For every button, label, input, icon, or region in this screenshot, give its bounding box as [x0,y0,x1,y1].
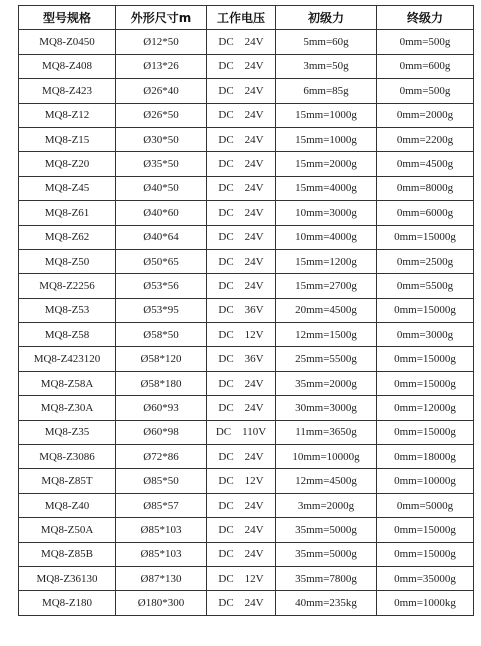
spec-table [18,5,474,616]
header-final-force: 终级力 [377,6,474,30]
table-row [19,591,474,615]
cell-initial-force: 10mm=10000g [276,445,377,469]
cell-initial-force: 3mm=2000g [276,493,377,517]
cell-dimensions: Ø53*56 [116,274,207,298]
table-row [19,518,474,542]
cell-model: MQ8-Z62 [19,225,116,249]
table-row [19,493,474,517]
cell-dimensions: Ø35*50 [116,152,207,176]
cell-initial-force: 11mm=3650g [276,420,377,444]
header-model: 型号规格 [19,6,116,30]
table-row [19,445,474,469]
header-dimensions: 外形尺寸m [116,6,207,30]
cell-model: MQ8-Z40 [19,493,116,517]
cell-final-force: 0mm=500g [377,79,474,103]
table-row [19,103,474,127]
table-row [19,323,474,347]
cell-model: MQ8-Z180 [19,591,116,615]
cell-model: MQ8-Z408 [19,54,116,78]
cell-final-force: 0mm=5500g [377,274,474,298]
cell-voltage: DC 12V [207,469,276,493]
cell-initial-force: 15mm=4000g [276,176,377,200]
cell-dimensions: Ø85*103 [116,542,207,566]
cell-voltage: DC 24V [207,79,276,103]
spec-table-container [18,5,474,616]
cell-voltage: DC 24V [207,542,276,566]
cell-voltage: DC 24V [207,127,276,151]
cell-final-force: 0mm=6000g [377,201,474,225]
cell-voltage: DC 24V [207,591,276,615]
cell-final-force: 0mm=2200g [377,127,474,151]
cell-dimensions: Ø180*300 [116,591,207,615]
cell-final-force: 0mm=2500g [377,249,474,273]
cell-initial-force: 15mm=1000g [276,103,377,127]
cell-model: MQ8-Z423120 [19,347,116,371]
table-row [19,201,474,225]
cell-final-force: 0mm=15000g [377,518,474,542]
cell-initial-force: 15mm=1000g [276,127,377,151]
cell-final-force: 0mm=10000g [377,469,474,493]
header-voltage: 工作电压 [207,6,276,30]
cell-final-force: 0mm=15000g [377,371,474,395]
cell-voltage: DC 110V [207,420,276,444]
cell-model: MQ8-Z85B [19,542,116,566]
cell-final-force: 0mm=15000g [377,542,474,566]
cell-model: MQ8-Z45 [19,176,116,200]
cell-model: MQ8-Z12 [19,103,116,127]
cell-dimensions: Ø58*180 [116,371,207,395]
cell-model: MQ8-Z50A [19,518,116,542]
cell-dimensions: Ø85*103 [116,518,207,542]
cell-initial-force: 15mm=1200g [276,249,377,273]
cell-voltage: DC 24V [207,518,276,542]
cell-initial-force: 15mm=2000g [276,152,377,176]
table-row [19,566,474,590]
cell-dimensions: Ø60*93 [116,396,207,420]
cell-model: MQ8-Z85T [19,469,116,493]
cell-final-force: 0mm=15000g [377,420,474,444]
cell-model: MQ8-Z53 [19,298,116,322]
cell-voltage: DC 12V [207,323,276,347]
cell-dimensions: Ø40*64 [116,225,207,249]
cell-voltage: DC 24V [207,54,276,78]
cell-model: MQ8-Z30A [19,396,116,420]
cell-final-force: 0mm=4500g [377,152,474,176]
cell-initial-force: 35mm=2000g [276,371,377,395]
cell-final-force: 0mm=12000g [377,396,474,420]
cell-final-force: 0mm=8000g [377,176,474,200]
cell-voltage: DC 24V [207,249,276,273]
table-row [19,127,474,151]
cell-initial-force: 6mm=85g [276,79,377,103]
cell-initial-force: 30mm=3000g [276,396,377,420]
cell-final-force: 0mm=2000g [377,103,474,127]
cell-initial-force: 35mm=5000g [276,542,377,566]
cell-voltage: DC 24V [207,274,276,298]
cell-dimensions: Ø13*26 [116,54,207,78]
table-row [19,298,474,322]
header-row [19,6,474,30]
table-row [19,396,474,420]
cell-final-force: 0mm=600g [377,54,474,78]
cell-initial-force: 15mm=2700g [276,274,377,298]
cell-model: MQ8-Z50 [19,249,116,273]
table-row [19,54,474,78]
cell-dimensions: Ø40*60 [116,201,207,225]
cell-voltage: DC 36V [207,347,276,371]
table-row [19,420,474,444]
cell-dimensions: Ø58*50 [116,323,207,347]
cell-initial-force: 5mm=60g [276,30,377,54]
cell-model: MQ8-Z35 [19,420,116,444]
table-row [19,225,474,249]
cell-initial-force: 3mm=50g [276,54,377,78]
table-row [19,371,474,395]
cell-model: MQ8-Z2256 [19,274,116,298]
cell-initial-force: 35mm=5000g [276,518,377,542]
table-row [19,469,474,493]
cell-dimensions: Ø85*50 [116,469,207,493]
cell-dimensions: Ø58*120 [116,347,207,371]
cell-final-force: 0mm=18000g [377,445,474,469]
cell-initial-force: 12mm=1500g [276,323,377,347]
cell-voltage: DC 24V [207,445,276,469]
cell-dimensions: Ø26*50 [116,103,207,127]
cell-voltage: DC 24V [207,176,276,200]
cell-voltage: DC 36V [207,298,276,322]
cell-dimensions: Ø85*57 [116,493,207,517]
cell-initial-force: 20mm=4500g [276,298,377,322]
cell-model: MQ8-Z0450 [19,30,116,54]
cell-initial-force: 10mm=3000g [276,201,377,225]
cell-voltage: DC 24V [207,201,276,225]
table-row [19,152,474,176]
cell-voltage: DC 24V [207,493,276,517]
cell-dimensions: Ø26*40 [116,79,207,103]
cell-model: MQ8-Z3086 [19,445,116,469]
cell-initial-force: 25mm=5500g [276,347,377,371]
cell-model: MQ8-Z61 [19,201,116,225]
cell-dimensions: Ø30*50 [116,127,207,151]
cell-voltage: DC 24V [207,152,276,176]
cell-voltage: DC 24V [207,371,276,395]
cell-initial-force: 10mm=4000g [276,225,377,249]
cell-final-force: 0mm=5000g [377,493,474,517]
cell-voltage: DC 24V [207,30,276,54]
cell-final-force: 0mm=3000g [377,323,474,347]
cell-voltage: DC 24V [207,103,276,127]
cell-initial-force: 35mm=7800g [276,566,377,590]
cell-dimensions: Ø72*86 [116,445,207,469]
table-row [19,274,474,298]
cell-dimensions: Ø87*130 [116,566,207,590]
cell-voltage: DC 24V [207,225,276,249]
cell-final-force: 0mm=15000g [377,225,474,249]
cell-final-force: 0mm=15000g [377,347,474,371]
table-row [19,249,474,273]
cell-initial-force: 40mm=235kg [276,591,377,615]
cell-model: MQ8-Z423 [19,79,116,103]
cell-voltage: DC 12V [207,566,276,590]
cell-dimensions: Ø40*50 [116,176,207,200]
header-initial-force: 初级力 [276,6,377,30]
table-row [19,79,474,103]
cell-model: MQ8-Z15 [19,127,116,151]
cell-dimensions: Ø12*50 [116,30,207,54]
cell-dimensions: Ø50*65 [116,249,207,273]
cell-model: MQ8-Z58 [19,323,116,347]
cell-model: MQ8-Z20 [19,152,116,176]
table-row [19,347,474,371]
cell-dimensions: Ø60*98 [116,420,207,444]
table-row [19,176,474,200]
table-body [19,30,474,615]
cell-dimensions: Ø53*95 [116,298,207,322]
cell-model: MQ8-Z36130 [19,566,116,590]
cell-voltage: DC 24V [207,396,276,420]
cell-final-force: 0mm=1000kg [377,591,474,615]
cell-initial-force: 12mm=4500g [276,469,377,493]
cell-final-force: 0mm=35000g [377,566,474,590]
cell-final-force: 0mm=500g [377,30,474,54]
table-row [19,542,474,566]
cell-model: MQ8-Z58A [19,371,116,395]
table-row [19,30,474,54]
cell-final-force: 0mm=15000g [377,298,474,322]
